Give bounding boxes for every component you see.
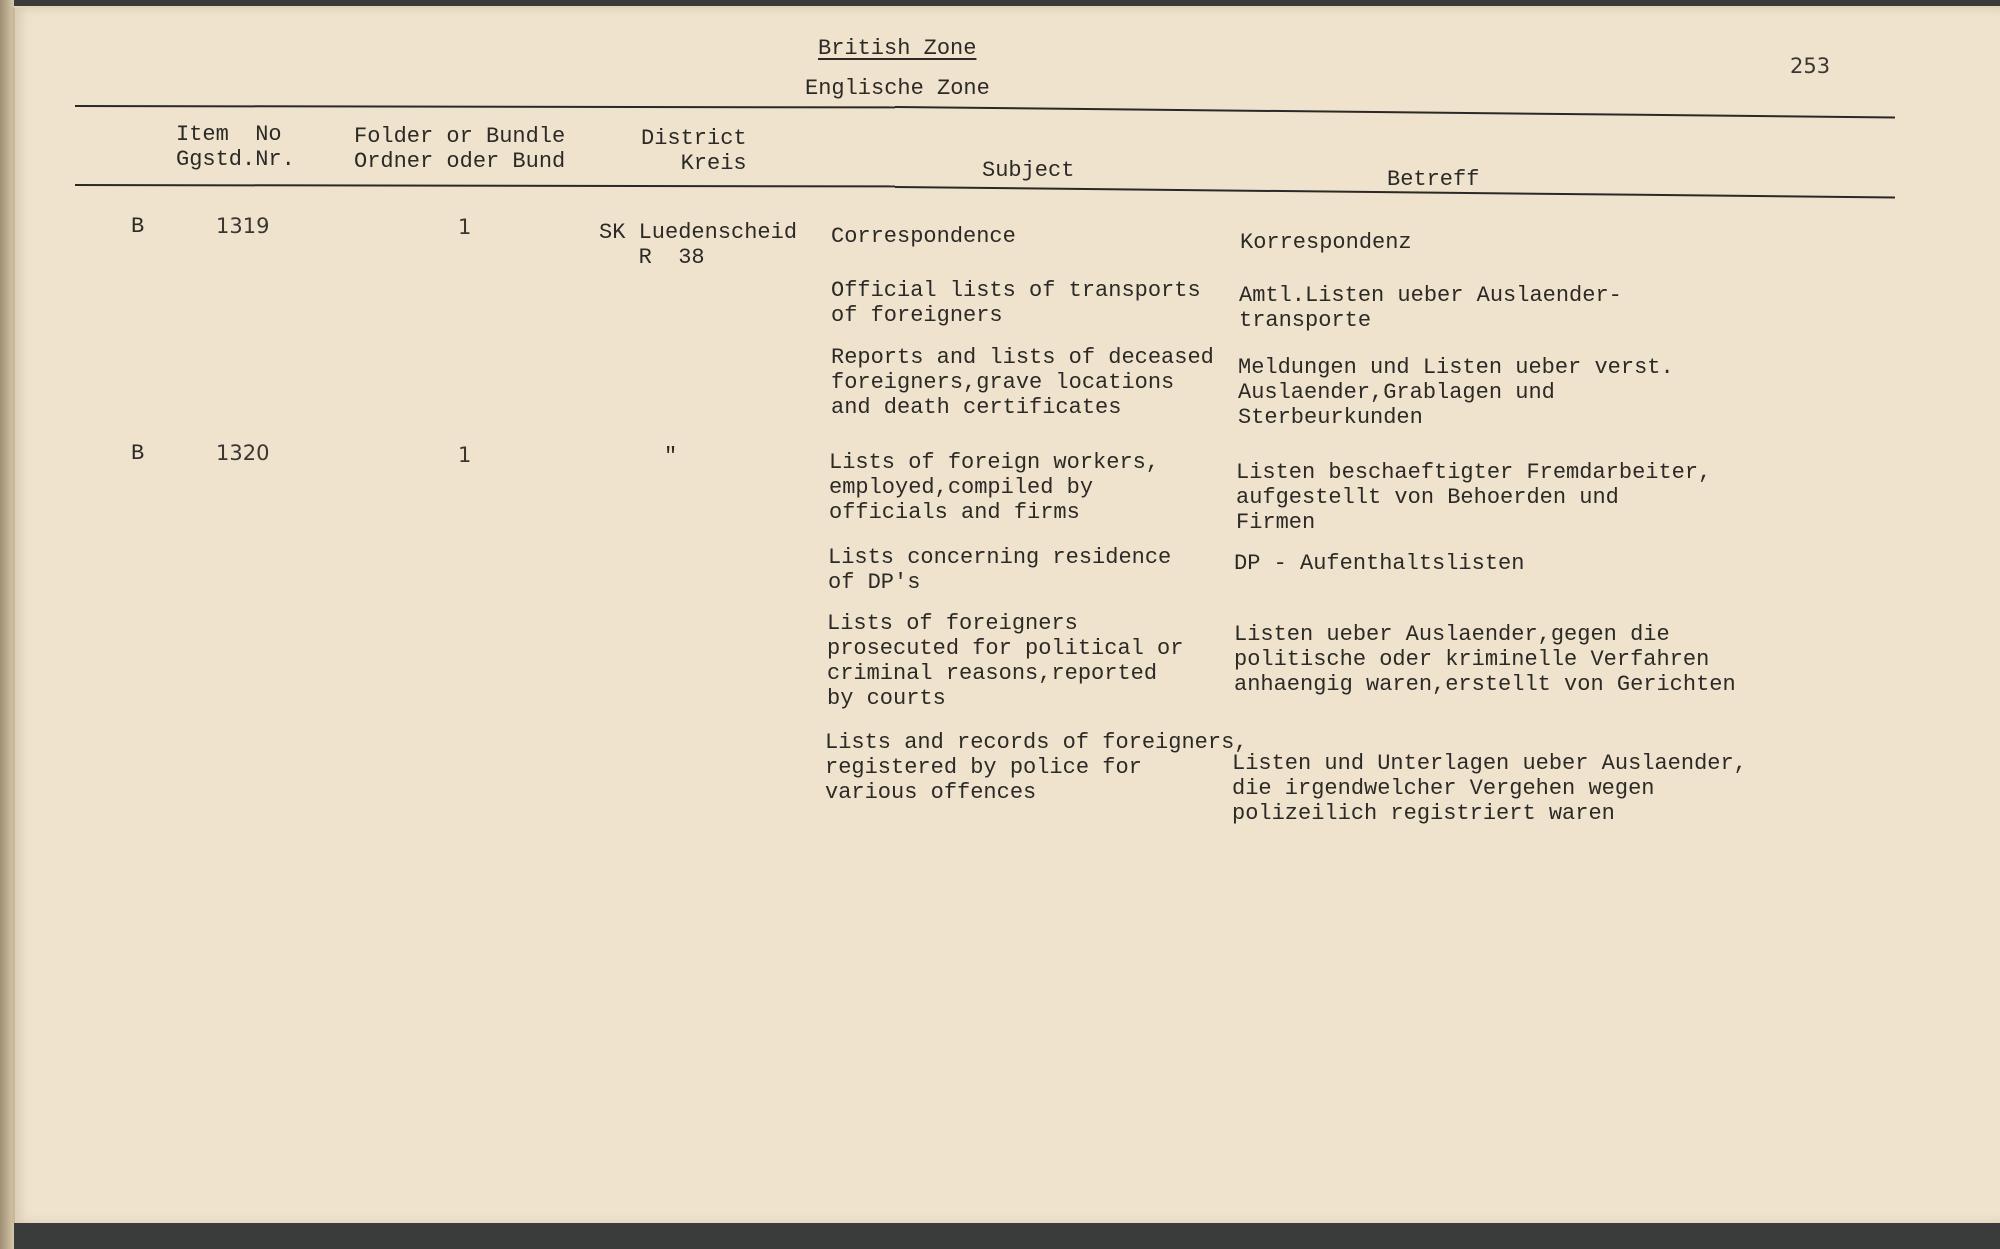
betreff-entry: DP - Aufenthaltslisten <box>1234 551 1525 576</box>
betreff-entry: Listen beschaeftigter Fremdarbeiter, aufgestellt von Behoerden und Firmen <box>1236 460 1712 535</box>
subject-entry: Lists and records of foreigners, registered by police for various offences <box>825 730 1248 805</box>
district-ditto-mark: " <box>664 444 678 469</box>
page-number: 253 <box>1790 54 1831 78</box>
betreff-entry: Listen und Unterlagen ueber Auslaender, die irgendwelcher Vergehen wegen polizeilich registriert waren <box>1232 751 1747 826</box>
item-number: 1319 <box>216 214 270 238</box>
subject-entry: Reports and lists of deceased foreigners,grave locations and death certificates <box>831 345 1214 420</box>
item-number: 1320 <box>216 441 270 465</box>
subject-entry: Lists of foreigners prosecuted for political or criminal reasons,reported by courts <box>827 611 1184 711</box>
column-header-district: District Kreis <box>641 126 747 176</box>
row-letter: B <box>131 441 145 466</box>
header-top-rule-left <box>75 105 895 108</box>
header-bottom-rule-left <box>75 184 895 187</box>
column-header-item-no: Item No Ggstd.Nr. <box>176 122 295 172</box>
page-subtitle: Englische Zone <box>805 76 990 101</box>
subject-entry: Official lists of transports of foreigners <box>831 278 1201 328</box>
header-top-rule-right <box>895 106 1895 118</box>
folder-number: 1 <box>458 443 472 467</box>
page-title: British Zone <box>818 36 977 61</box>
subject-entry: Lists of foreign workers, employed,compiled by officials and firms <box>829 450 1160 525</box>
district-cell: SK Luedenscheid R 38 <box>599 220 798 270</box>
column-header-betreff: Betreff <box>1387 167 1480 192</box>
betreff-entry: Korrespondenz <box>1240 230 1412 255</box>
subject-entry: Correspondence <box>831 224 1016 249</box>
column-header-subject: Subject <box>982 158 1075 183</box>
subject-entry: Lists concerning residence of DP's <box>828 545 1172 595</box>
betreff-entry: Listen ueber Auslaender,gegen die politische oder kriminelle Verfahren anhaengig waren,erstellt von Gerichten <box>1234 622 1736 697</box>
ledger-page <box>12 6 2000 1223</box>
column-header-folder: Folder or Bundle Ordner oder Bund <box>354 124 566 174</box>
folder-number: 1 <box>458 215 472 239</box>
row-letter: B <box>131 214 145 239</box>
betreff-entry: Amtl.Listen ueber Auslaender- transporte <box>1239 283 1622 333</box>
betreff-entry: Meldungen und Listen ueber verst. Auslaender,Grablagen und Sterbeurkunden <box>1238 355 1674 430</box>
